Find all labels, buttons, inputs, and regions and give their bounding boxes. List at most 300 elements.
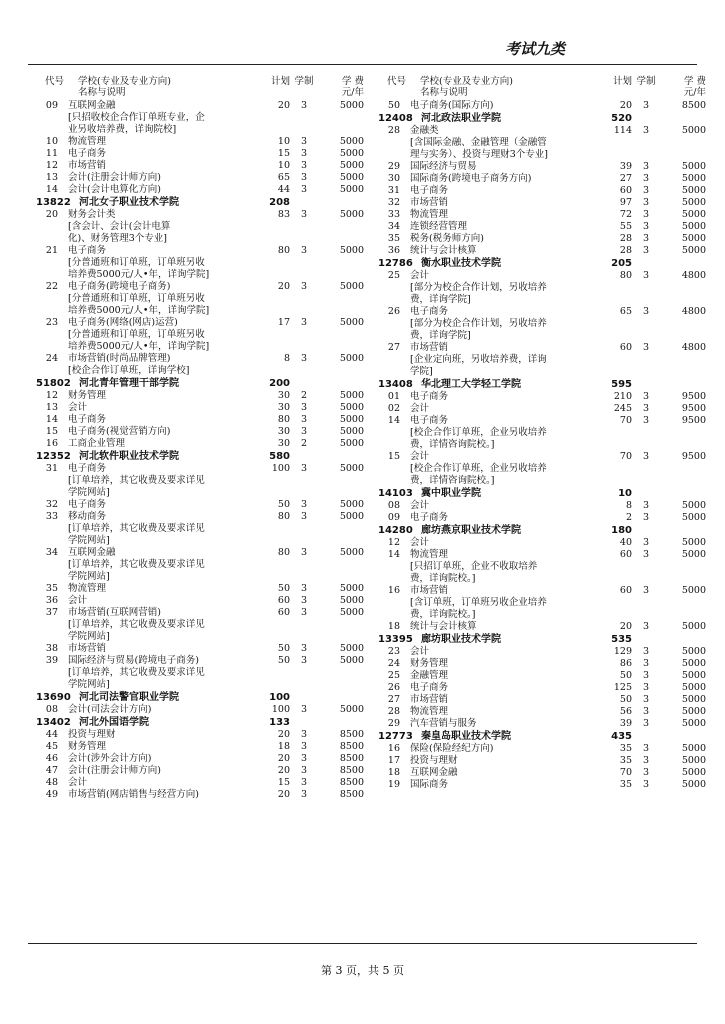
program-name-cell	[410, 403, 596, 415]
program-code: 24	[387, 658, 400, 669]
school-name: 河北外国语学院	[79, 717, 149, 728]
program-name-cell	[68, 463, 254, 499]
program-code: 27	[387, 694, 400, 705]
program-length: 3	[300, 607, 308, 618]
program-fee: 5000	[681, 173, 706, 184]
program-length: 3	[642, 403, 650, 414]
program-name-cell	[410, 415, 596, 451]
program-fee: 5000	[681, 125, 706, 136]
program-row	[376, 500, 706, 512]
program-fee: 5000	[681, 779, 706, 790]
program-code: 35	[45, 583, 58, 594]
program-name: 电子商务	[410, 415, 449, 426]
program-name: 电子商务	[410, 185, 449, 196]
program-plan: 70	[619, 451, 632, 462]
program-plan: 18	[277, 741, 290, 752]
program-plan: 60	[619, 185, 632, 196]
program-name: 工商企业管理	[68, 438, 126, 449]
program-name-cell	[410, 767, 596, 779]
program-length: 3	[300, 136, 308, 147]
program-name: 财务会计类	[68, 209, 116, 220]
program-name: 物流管理	[68, 136, 107, 147]
program-code: 22	[45, 281, 58, 292]
program-row	[34, 547, 364, 583]
program-code: 11	[45, 148, 58, 159]
program-length: 3	[300, 789, 308, 800]
program-row	[376, 233, 706, 245]
program-name: 市场营销(互联网营销)	[68, 607, 161, 618]
program-length: 3	[300, 595, 308, 606]
program-name: 互联网金融	[68, 547, 116, 558]
program-length: 3	[300, 160, 308, 171]
school-name: 廊坊职业技术学院	[421, 634, 501, 645]
program-name-cell	[410, 209, 596, 221]
program-code: 17	[387, 755, 400, 766]
program-length: 3	[642, 161, 650, 172]
program-code: 38	[45, 643, 58, 654]
program-code: 48	[45, 777, 58, 788]
program-name-cell	[68, 607, 254, 643]
program-name: 市场营销	[410, 694, 449, 705]
program-note-line: [含国际金融、金融管理（金融管	[410, 137, 547, 148]
program-plan: 56	[619, 706, 632, 717]
program-name-cell	[410, 270, 596, 306]
program-name: 市场营销	[68, 160, 107, 171]
program-note-line: 学院]	[410, 366, 433, 377]
program-fee: 8500	[339, 777, 364, 788]
school-name: 河北政法职业学院	[421, 113, 501, 124]
program-name: 物流管理	[68, 583, 107, 594]
program-plan: 15	[277, 777, 290, 788]
program-code: 50	[387, 100, 400, 111]
program-name-cell	[410, 185, 596, 197]
program-name: 市场营销	[410, 342, 449, 353]
program-code: 47	[45, 765, 58, 776]
program-fee: 5000	[681, 161, 706, 172]
program-name: 电子商务	[68, 499, 107, 510]
program-code: 46	[45, 753, 58, 764]
program-note-line: [只招订单班，企业不收取培养	[410, 561, 538, 572]
program-note-line: 费，详询院校。]	[410, 573, 476, 584]
program-note-line: 培养费5000元/人•年，详询学院]	[68, 269, 210, 280]
program-code: 44	[45, 729, 58, 740]
program-row	[376, 670, 706, 682]
program-code: 08	[387, 500, 400, 511]
program-name-cell	[410, 233, 596, 245]
program-name-cell	[410, 197, 596, 209]
program-note-line: 化)、财务管理3个专业]	[68, 233, 167, 244]
program-length: 3	[642, 646, 650, 657]
program-note-line: [部分为校企合作计划，另收培养	[410, 318, 547, 329]
program-name-cell	[410, 500, 596, 512]
program-plan: 245	[613, 403, 632, 414]
program-plan: 39	[619, 718, 632, 729]
program-code: 49	[45, 789, 58, 800]
school-name: 华北理工大学轻工学院	[421, 379, 521, 390]
program-length: 3	[300, 655, 308, 666]
program-length: 2	[300, 438, 308, 449]
program-name: 市场营销(时尚品牌管理)	[68, 353, 171, 364]
program-note-line: 学院网站]	[68, 571, 110, 582]
program-note-line: 费，详询学院]	[410, 330, 471, 341]
program-fee: 9500	[681, 451, 706, 462]
program-note-line: [只招收校企合作订单班专业，企	[68, 112, 205, 123]
program-length: 3	[642, 585, 650, 596]
program-name-cell	[410, 670, 596, 682]
program-code: 18	[387, 621, 400, 632]
program-row	[34, 438, 364, 450]
program-name-cell	[68, 136, 254, 148]
program-name-cell	[68, 595, 254, 607]
program-note-line: 学院网站]	[68, 631, 110, 642]
header-length: 学制	[636, 76, 656, 87]
program-code: 16	[387, 743, 400, 754]
program-length: 3	[300, 777, 308, 788]
program-code: 23	[387, 646, 400, 657]
program-plan: 35	[619, 755, 632, 766]
program-length: 3	[300, 463, 308, 474]
program-row	[376, 767, 706, 779]
header-plan: 计划	[612, 76, 632, 87]
program-plan: 30	[277, 438, 290, 449]
program-name-cell	[68, 741, 254, 753]
program-name: 电子商务(跨境电子商务)	[68, 281, 171, 292]
program-length: 3	[300, 148, 308, 159]
program-name: 电子商务	[68, 148, 107, 159]
school-name: 冀中职业学院	[421, 488, 481, 499]
program-fee: 4800	[681, 342, 706, 353]
program-row	[34, 136, 364, 148]
program-code: 19	[387, 779, 400, 790]
program-length: 3	[642, 682, 650, 693]
program-row	[376, 718, 706, 730]
program-name-cell	[68, 100, 254, 136]
program-code: 28	[387, 706, 400, 717]
program-row	[34, 426, 364, 438]
program-plan: 30	[277, 426, 290, 437]
program-row	[376, 403, 706, 415]
program-row	[34, 511, 364, 547]
program-name: 会计	[68, 595, 88, 606]
school-code: 13408	[378, 379, 413, 390]
program-plan: 20	[277, 789, 290, 800]
program-note-line: [订单培养，其它收费及要求详见	[68, 559, 205, 570]
program-fee: 5000	[339, 463, 364, 474]
table-header	[376, 76, 706, 100]
school-row	[34, 692, 364, 704]
program-plan: 20	[619, 621, 632, 632]
program-length: 3	[300, 100, 308, 111]
program-code: 20	[45, 209, 58, 220]
program-row	[376, 415, 706, 451]
program-name-cell	[68, 184, 254, 196]
program-note-line: [分普通班和订单班，订单班另收	[68, 293, 205, 304]
school-plan-total: 535	[611, 634, 632, 645]
program-code: 30	[387, 173, 400, 184]
program-row	[376, 185, 706, 197]
program-row	[34, 583, 364, 595]
program-note-line: 学院网站]	[68, 487, 110, 498]
program-code: 37	[45, 607, 58, 618]
program-length: 3	[642, 621, 650, 632]
school-plan-total: 520	[611, 113, 632, 124]
program-row	[376, 270, 706, 306]
program-name-cell	[410, 391, 596, 403]
program-name-cell	[68, 655, 254, 691]
school-code: 13402	[36, 717, 71, 728]
program-plan: 100	[271, 463, 290, 474]
program-length: 3	[642, 512, 650, 523]
program-code: 16	[387, 585, 400, 596]
school-code: 13395	[378, 634, 413, 645]
program-length: 3	[642, 221, 650, 232]
program-code: 25	[387, 270, 400, 281]
program-plan: 30	[277, 402, 290, 413]
program-fee: 5000	[681, 512, 706, 523]
program-name: 互联网金融	[68, 100, 116, 111]
program-plan: 20	[277, 765, 290, 776]
program-name: 金融管理	[410, 670, 449, 681]
program-fee: 5000	[681, 706, 706, 717]
program-length: 3	[642, 197, 650, 208]
program-name: 会计	[68, 777, 88, 788]
program-fee: 8500	[339, 789, 364, 800]
top-divider	[28, 64, 697, 65]
program-fee: 5000	[339, 655, 364, 666]
program-length: 3	[300, 741, 308, 752]
program-note-line: [订单培养，其它收费及要求详见	[68, 619, 205, 630]
program-name: 国际商务	[410, 779, 449, 790]
program-fee: 5000	[681, 670, 706, 681]
program-length: 3	[642, 306, 650, 317]
program-plan: 80	[277, 547, 290, 558]
program-length: 3	[300, 704, 308, 715]
program-plan: 8	[625, 500, 632, 511]
program-fee: 5000	[339, 511, 364, 522]
header-fee-line2: 元/年	[683, 87, 706, 98]
program-code: 29	[387, 161, 400, 172]
program-fee: 5000	[681, 755, 706, 766]
program-row	[376, 161, 706, 173]
program-fee: 5000	[339, 643, 364, 654]
school-plan-total: 133	[269, 717, 290, 728]
program-fee: 5000	[681, 500, 706, 511]
program-row	[376, 100, 706, 112]
program-name: 物流管理	[410, 209, 449, 220]
program-code: 34	[387, 221, 400, 232]
program-code: 14	[387, 415, 400, 426]
program-row	[34, 643, 364, 655]
program-code: 18	[387, 767, 400, 778]
program-row	[376, 646, 706, 658]
program-name: 汽车营销与服务	[410, 718, 477, 729]
program-name: 财务管理	[68, 741, 107, 752]
program-length: 3	[300, 426, 308, 437]
program-note-line: [校企合作订单班，企业另收培养	[410, 463, 547, 474]
table-header	[34, 76, 364, 100]
program-length: 3	[642, 125, 650, 136]
program-row	[34, 317, 364, 353]
program-code: 15	[45, 426, 58, 437]
program-plan: 27	[619, 173, 632, 184]
program-code: 21	[45, 245, 58, 256]
program-length: 3	[642, 342, 650, 353]
program-fee: 5000	[681, 646, 706, 657]
program-fee: 5000	[681, 209, 706, 220]
program-code: 35	[387, 233, 400, 244]
school-row	[34, 451, 364, 463]
header-fee	[660, 76, 706, 100]
program-plan: 35	[619, 743, 632, 754]
program-name-cell	[68, 148, 254, 160]
program-note-line: [订单培养，其它收费及要求详见	[68, 475, 205, 486]
program-note-line: [分普通班和订单班，订单班另收	[68, 257, 205, 268]
program-row	[34, 148, 364, 160]
program-code: 01	[387, 391, 400, 402]
program-plan: 83	[277, 209, 290, 220]
program-code: 14	[45, 184, 58, 195]
program-length: 3	[642, 743, 650, 754]
school-plan-total: 180	[611, 525, 632, 536]
header-fee-line1: 学 费	[683, 76, 706, 87]
school-code: 14103	[378, 488, 413, 499]
program-row	[34, 414, 364, 426]
program-code: 33	[45, 511, 58, 522]
program-fee: 5000	[681, 767, 706, 778]
header-fee-line2: 元/年	[341, 87, 364, 98]
school-code: 12352	[36, 451, 71, 462]
program-length: 3	[642, 185, 650, 196]
program-length: 3	[642, 391, 650, 402]
program-length: 3	[300, 317, 308, 328]
program-plan: 125	[613, 682, 632, 693]
program-fee: 5000	[681, 233, 706, 244]
school-plan-total: 595	[611, 379, 632, 390]
program-note-line: [校企合作订单班，企业另收培养	[410, 427, 547, 438]
program-name-cell	[68, 583, 254, 595]
program-plan: 44	[277, 184, 290, 195]
program-code: 28	[387, 125, 400, 136]
program-row	[34, 595, 364, 607]
program-code: 08	[45, 704, 58, 715]
program-name-cell	[410, 585, 596, 621]
school-row	[34, 717, 364, 729]
header-name-line2: 名称与说明	[78, 87, 126, 98]
program-plan: 60	[619, 342, 632, 353]
program-name-cell	[410, 342, 596, 378]
program-fee: 5000	[339, 414, 364, 425]
program-name-cell	[410, 537, 596, 549]
program-row	[376, 585, 706, 621]
program-note-line: 培养费5000元/人•年，详询学院]	[68, 305, 210, 316]
program-name-cell	[68, 402, 254, 414]
program-length: 3	[642, 670, 650, 681]
school-code: 12786	[378, 258, 413, 269]
program-name: 会计	[410, 500, 430, 511]
program-name: 投资与理财	[410, 755, 458, 766]
program-fee: 5000	[339, 607, 364, 618]
school-row	[376, 113, 706, 125]
program-plan: 28	[619, 233, 632, 244]
program-fee: 5000	[681, 221, 706, 232]
header-fee	[318, 76, 364, 100]
header-name-line2: 名称与说明	[420, 87, 468, 98]
program-name: 市场营销	[410, 585, 449, 596]
program-fee: 5000	[681, 585, 706, 596]
program-name: 物流管理	[410, 706, 449, 717]
program-name-cell	[68, 160, 254, 172]
program-name-cell	[68, 317, 254, 353]
program-code: 14	[387, 549, 400, 560]
program-fee: 4800	[681, 270, 706, 281]
program-plan: 40	[619, 537, 632, 548]
program-note-line: [企业定向班，另收培养费，详询	[410, 354, 547, 365]
program-code: 12	[45, 160, 58, 171]
program-plan: 70	[619, 415, 632, 426]
program-fee: 5000	[339, 209, 364, 220]
school-name: 河北女子职业技术学院	[79, 197, 179, 208]
program-plan: 210	[613, 391, 632, 402]
program-length: 3	[642, 100, 650, 111]
program-name-cell	[410, 125, 596, 161]
program-row	[376, 706, 706, 718]
program-row	[376, 537, 706, 549]
program-name: 电子商务(网络(网店)运营)	[68, 317, 178, 328]
program-name: 会计	[410, 451, 430, 462]
program-name: 电子商务	[68, 463, 107, 474]
program-row	[376, 658, 706, 670]
program-name: 国际经济与贸易	[410, 161, 477, 172]
program-name: 电子商务	[68, 245, 107, 256]
program-length: 3	[642, 718, 650, 729]
school-name: 衡水职业技术学院	[421, 258, 501, 269]
program-name: 移动商务	[68, 511, 107, 522]
school-code: 13822	[36, 197, 71, 208]
program-fee: 5000	[339, 402, 364, 413]
program-fee: 9500	[681, 415, 706, 426]
program-name-cell	[410, 161, 596, 173]
program-plan: 100	[271, 704, 290, 715]
program-name: 电子商务	[410, 306, 449, 317]
program-note-line: 业另收培养费，详询院校]	[68, 124, 177, 135]
program-row	[376, 173, 706, 185]
program-length: 3	[300, 245, 308, 256]
program-name-cell	[68, 281, 254, 317]
program-name-cell	[68, 729, 254, 741]
program-fee: 8500	[681, 100, 706, 111]
program-row	[34, 765, 364, 777]
program-note-line: [含会计、会计(会计电算	[68, 221, 171, 232]
school-code: 13690	[36, 692, 71, 703]
program-plan: 28	[619, 245, 632, 256]
program-name: 市场营销	[410, 197, 449, 208]
school-row	[376, 258, 706, 270]
program-fee: 9500	[681, 403, 706, 414]
program-plan: 65	[277, 172, 290, 183]
program-row	[34, 353, 364, 377]
page-header-title: 考试九类	[504, 40, 565, 58]
program-fee: 5000	[339, 438, 364, 449]
program-row	[376, 512, 706, 524]
program-length: 3	[300, 184, 308, 195]
program-fee: 5000	[339, 583, 364, 594]
program-row	[376, 755, 706, 767]
program-code: 12	[45, 390, 58, 401]
program-row	[34, 463, 364, 499]
program-plan: 70	[619, 767, 632, 778]
program-name-cell	[68, 209, 254, 245]
program-row	[376, 391, 706, 403]
